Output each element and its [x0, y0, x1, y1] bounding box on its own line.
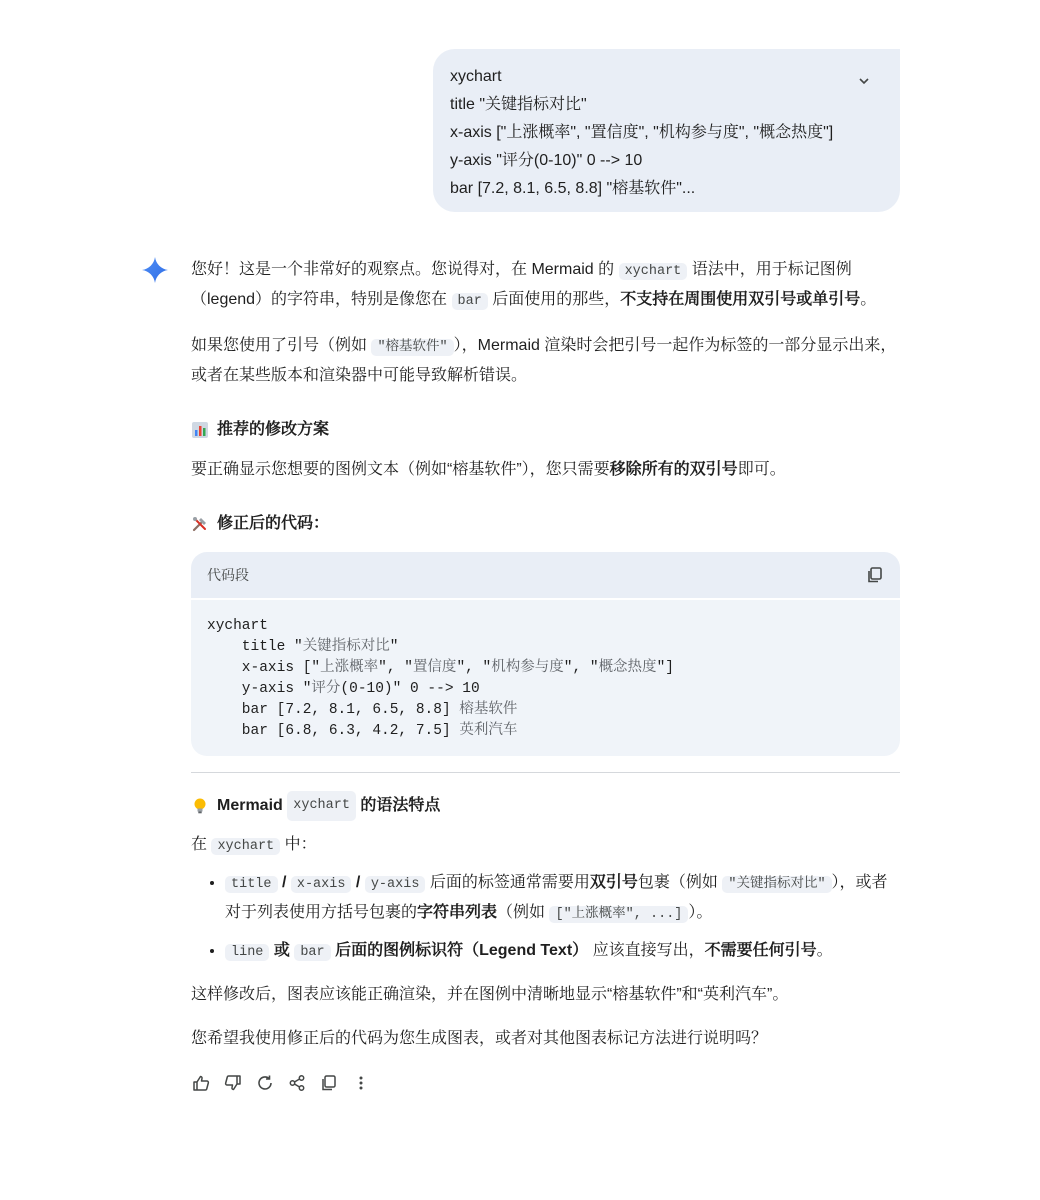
lightbulb-emoji-icon — [191, 797, 209, 815]
bold-text: 字符串列表 — [417, 904, 498, 921]
list-item — [225, 869, 901, 929]
text: 后面使用的那些， — [487, 291, 621, 308]
bold-text: / — [351, 874, 365, 891]
text: 要正确显示您想要的图例文本（例如“榕基软件”），您只需要 — [191, 461, 610, 478]
inline-code: x-axis — [291, 876, 352, 893]
code-block — [191, 552, 900, 756]
inline-code: bar — [452, 293, 488, 310]
divider — [191, 772, 900, 773]
bold-text: 不需要任何引号 — [704, 942, 817, 959]
user-message-line: title "关键指标对比" — [450, 96, 587, 113]
text: 即可。 — [737, 461, 786, 478]
response-paragraph: 这样修改后，图表应该能正确渲染，并在图例中清晰地显示“榕基软件”和“英利汽车”。 — [191, 986, 789, 1003]
share-icon — [288, 1074, 306, 1092]
inline-code: "榕基软件" — [371, 339, 453, 356]
text: 包裹（例如 — [637, 874, 723, 891]
section-heading — [191, 510, 901, 538]
code-block-header — [191, 552, 900, 600]
tools-emoji-icon — [191, 515, 209, 533]
code-block-label: 代码段 — [207, 567, 249, 583]
text: 语法中，用于标记图例（legend）的字符串，特别是像您在 — [191, 261, 852, 308]
text: ），或者对于列表使用方括号包裹的 — [225, 874, 888, 921]
heading-text: 的语法特点 — [360, 797, 441, 814]
code-line: xychart — [207, 618, 268, 634]
thumb-up-button[interactable] — [191, 1073, 211, 1093]
text: ），Mermaid 渲染时会把引号一起作为标签的一部分显示出来，或者在某些版本和渲染器中可能导致解析错误。 — [191, 337, 897, 384]
text: 在 — [191, 836, 212, 853]
user-message-line: xychart — [450, 68, 502, 85]
code-line: x-axis ["上涨概率", "置信度", "机构参与度", "概念热度"] — [207, 660, 674, 676]
text: ）。 — [688, 904, 713, 921]
text: （例如 — [497, 904, 550, 921]
code-line: title "关键指标对比" — [207, 639, 399, 655]
response-actions — [191, 1073, 901, 1093]
refresh-icon — [256, 1074, 274, 1092]
copy-icon[interactable] — [866, 566, 884, 584]
inline-code: title — [225, 876, 278, 893]
code-line: bar [7.2, 8.1, 6.5, 8.8] 榕基软件 — [207, 702, 518, 718]
user-message-line: x-axis ["上涨概率", "置信度", "机构参与度", "概念热度"] — [450, 124, 834, 141]
text: 中： — [280, 836, 317, 853]
inline-code: bar — [294, 944, 330, 961]
inline-code: xychart — [619, 263, 688, 280]
text: 如果您使用了引号（例如 — [191, 337, 372, 354]
inline-code: y-axis — [365, 876, 426, 893]
bold-text: 双引号 — [589, 874, 638, 891]
code-line: y-axis "评分(0-10)" 0 --> 10 — [207, 681, 480, 697]
model-response — [191, 256, 901, 1093]
more-vert-icon — [352, 1074, 370, 1092]
response-paragraph: 您希望我使用修正后的代码为您生成图表，或者对其他图表标记方法进行说明吗？ — [191, 1030, 768, 1047]
bold-text: 移除所有的双引号 — [609, 461, 738, 478]
section-heading — [191, 791, 901, 821]
more-options-button[interactable] — [351, 1073, 371, 1093]
thumb-up-icon — [192, 1074, 210, 1092]
response-paragraph — [191, 332, 901, 390]
share-button[interactable] — [287, 1073, 307, 1093]
text: 。 — [860, 291, 877, 308]
user-message-line: y-axis "评分(0-10)" 0 --> 10 — [450, 152, 643, 169]
user-message-line: bar [7.2, 8.1, 6.5, 8.8] "榕基软件"... — [450, 180, 696, 197]
bold-text: / — [277, 874, 291, 891]
thumb-down-icon — [224, 1074, 242, 1092]
user-message-bubble — [433, 49, 900, 212]
text: 应该直接写出， — [588, 942, 705, 959]
inline-code: line — [225, 944, 269, 961]
heading-text: Mermaid — [217, 797, 283, 814]
bar-chart-emoji-icon — [191, 421, 209, 439]
expand-message-button[interactable] — [852, 69, 876, 93]
bold-text: 后面的图例标识符（Legend Text） — [335, 942, 589, 959]
section-heading — [191, 416, 901, 444]
regenerate-button[interactable] — [255, 1073, 275, 1093]
gemini-sparkle-icon — [141, 256, 169, 284]
inline-code: xychart — [287, 791, 356, 821]
bold-text: 或 — [273, 942, 290, 959]
heading-text: 修正后的代码： — [217, 515, 330, 532]
inline-code: "关键指标对比" — [722, 876, 831, 893]
thumb-down-button[interactable] — [223, 1073, 243, 1093]
code-content — [191, 600, 900, 756]
copy-icon — [320, 1074, 338, 1092]
text: 后面的标签通常需要用 — [425, 874, 590, 891]
response-paragraph — [191, 831, 901, 861]
response-paragraph — [191, 456, 901, 484]
text: 。 — [816, 942, 833, 959]
response-paragraph — [191, 256, 901, 316]
inline-code: xychart — [211, 838, 280, 855]
heading-text: 推荐的修改方案 — [217, 421, 330, 438]
copy-response-button[interactable] — [319, 1073, 339, 1093]
bold-text: 不支持在周围使用双引号或单引号 — [620, 291, 861, 308]
list-item — [225, 937, 901, 967]
bullet-list — [191, 869, 901, 967]
chevron-down-icon — [857, 74, 871, 88]
code-line: bar [6.8, 6.3, 4.2, 7.5] 英利汽车 — [207, 723, 518, 739]
text: 您好！这是一个非常好的观察点。您说得对，在 Mermaid 的 — [191, 261, 619, 278]
inline-code: ["上涨概率", ...] — [549, 906, 688, 923]
